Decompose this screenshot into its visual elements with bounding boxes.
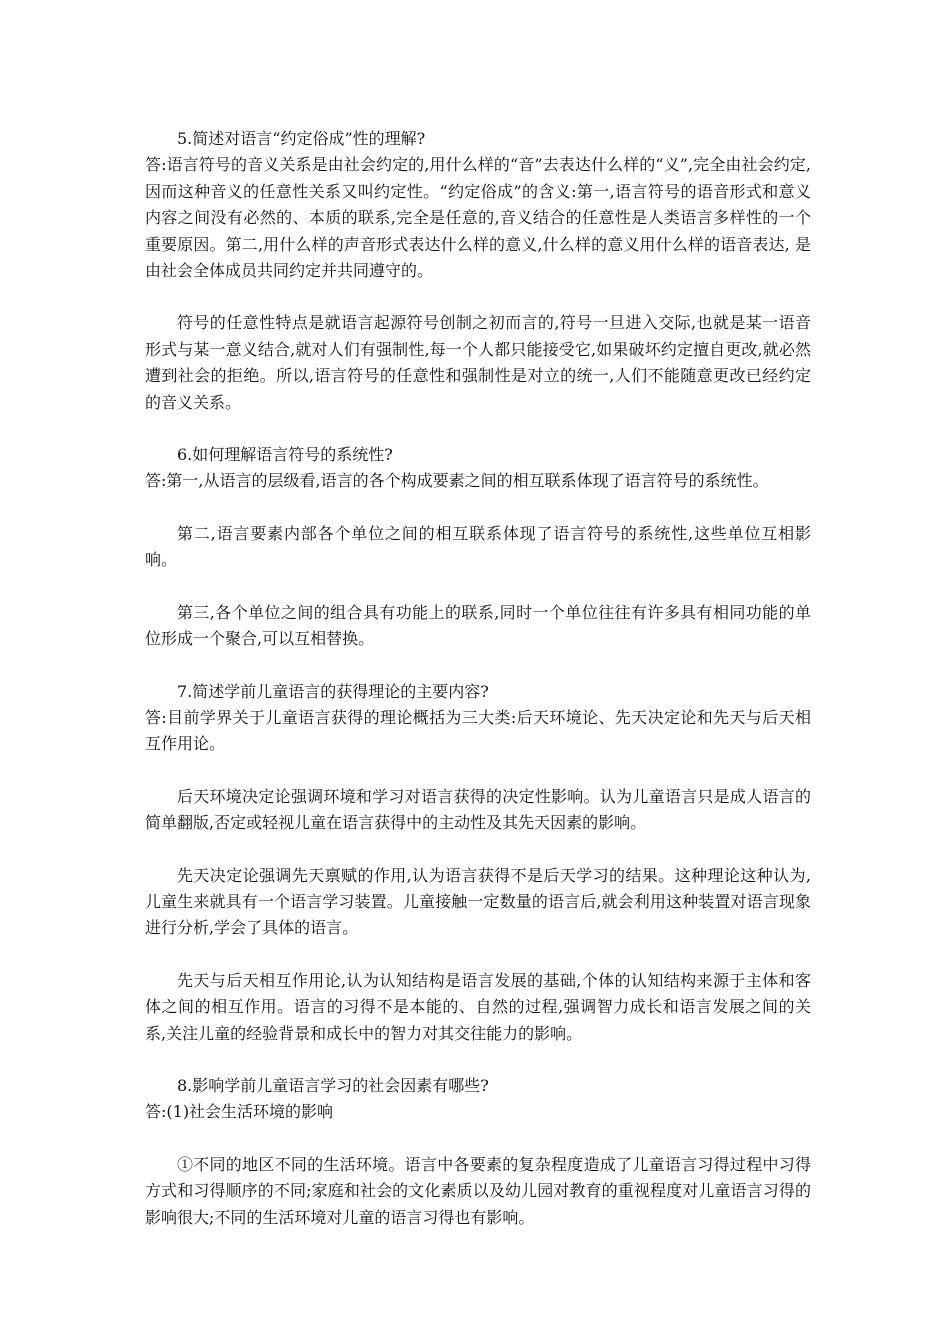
question-6: 6.如何理解语言符号的系统性? [177,445,393,465]
answer-6: 答:第一,从语言的层级看,语言的各个构成要素之间的相互联系体现了语言符号的系统性。 [145,471,769,491]
question-5: 5.简述对语言“约定俗成”性的理解? [177,129,426,148]
paragraph-5-1: 符号的任意性特点是就语言起源符号创制之初而言的,符号一旦进入交际,也就是某一语音形式与某一意义结合,就对人们有强制性,每一个人都只能接受它,如果破坏约定擅自更改,就必然遭到社会的拒绝。所以,语言符号的任意性和强制性是对立的统一,人们不能随意更改已经约定的音义关系。 [145,313,811,412]
document-page [145,126,811,1231]
answer-7: 答:目前学界关于儿童语言获得的理论概括为三大类:后天环境论、先天决定论和先天与后天相互作用论。 [145,707,811,754]
paragraph-6-2: 第三,各个单位之间的组合具有功能上的联系,同时一个单位往往有许多具有相同功能的单位形成一个聚合,可以互相替换。 [145,602,811,649]
question-7: 7.简述学前儿童语言的获得理论的主要内容? [177,681,489,701]
paragraph-7-1: 后天环境决定论强调环境和学习对语言获得的决定性影响。认为儿童语言只是成人语言的简单翻版,否定或轻视儿童在语言获得中的主动性及其先天因素的影响。 [145,786,811,833]
paragraph-8-1: ①不同的地区不同的生活环境。语言中各要素的复杂程度造成了儿童语言习得过程中习得方式和习得顺序的不同;家庭和社会的文化素质以及幼儿园对教育的重视程度对儿童语言习得的影响很大;不同的生活环境对儿童的语言习得也有影响。 [145,1154,811,1227]
paragraph-7-2: 先天决定论强调先天禀赋的作用,认为语言获得不是后天学习的结果。这种理论这种认为,儿童生来就具有一个语言学习装置。儿童接触一定数量的语言后,就会利用这种装置对语言现象进行分析,学会了具体的语言。 [145,865,811,938]
paragraph-6-1: 第二,语言要素内部各个单位之间的相互联系体现了语言符号的系统性,这些单位互相影响。 [145,523,811,570]
paragraph-7-3: 先天与后天相互作用论,认为认知结构是语言发展的基础,个体的认知结构来源于主体和客体之间的相互作用。语言的习得不是本能的、自然的过程,强调智力成长和语言发展之间的关系,关注儿童的经验背景和成长中的智力对其交往能力的影响。 [145,970,811,1043]
answer-5: 答:语言符号的音义关系是由社会约定的,用什么样的“音”去表达什么样的“义”,完全由社会约定,因而这种音义的任意性关系又叫约定性。“约定俗成”的含义:第一,语言符号的语音形式和意义内容之间没有必然的、本质的联系,完全是任意的,音义结合的任意性是人类语言多样性的一个重要原因。第二,用什么样的声音形式表达什么样的意义,什么样的意义用什么样的语音表达, 是由社会全体成员共同约定并共同遵守的。 [145,155,811,281]
question-8: 8.影响学前儿童语言学习的社会因素有哪些? [177,1075,489,1095]
answer-8: 答:(1)社会生活环境的影响 [145,1102,334,1122]
